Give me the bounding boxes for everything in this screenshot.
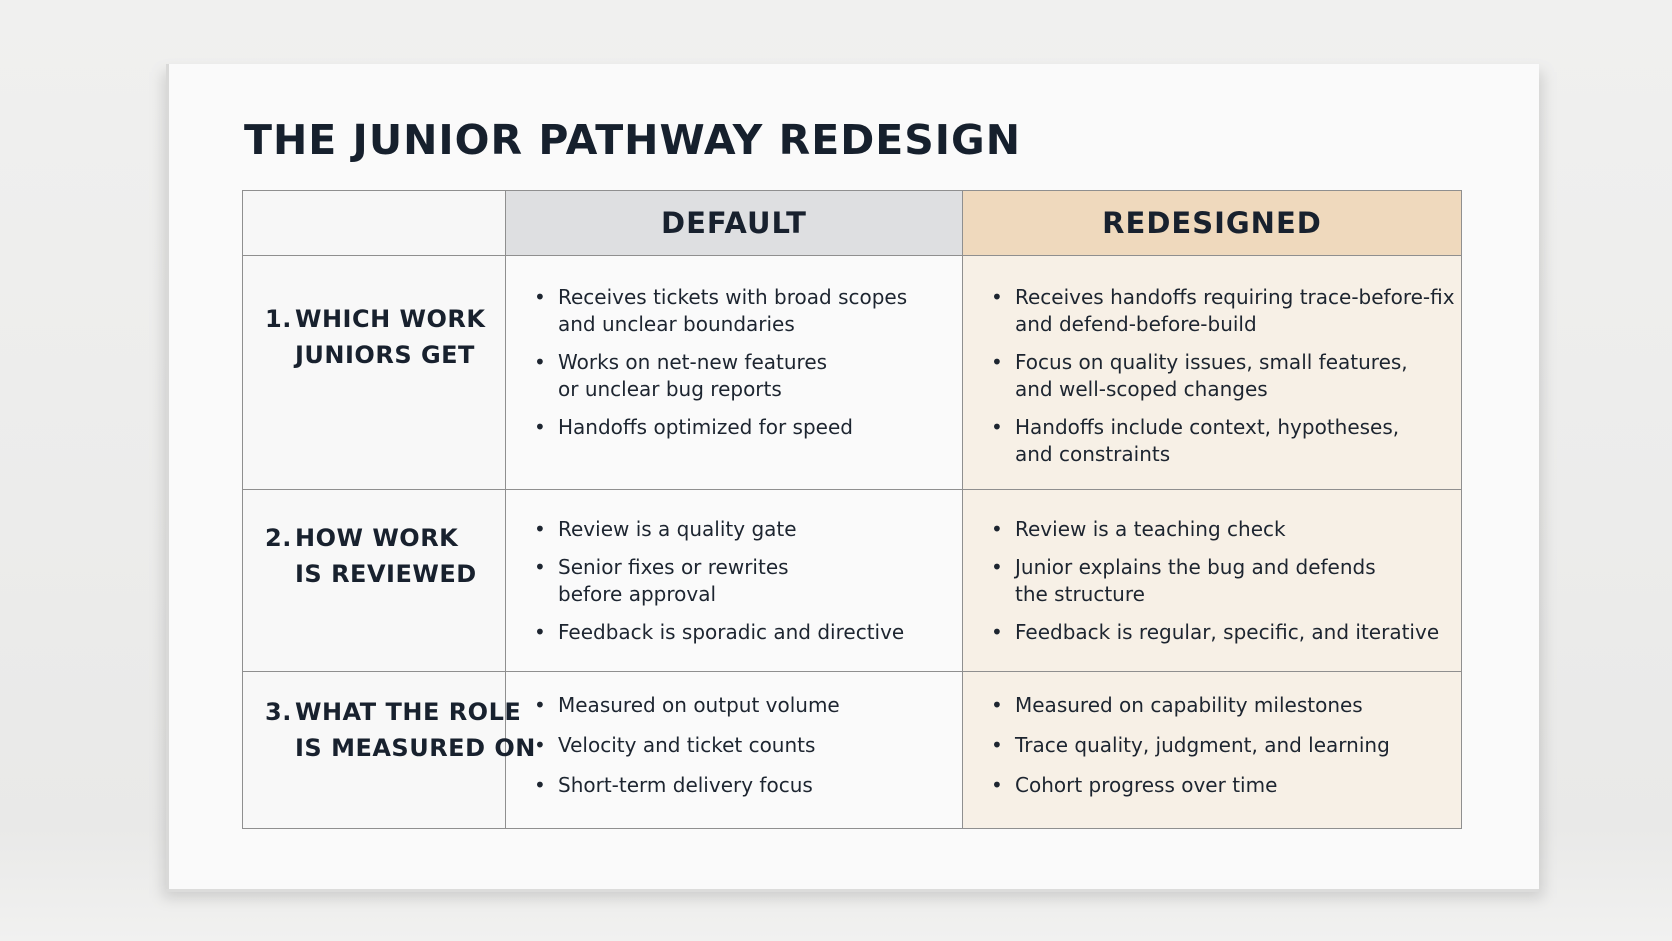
bullet-dot: • bbox=[534, 555, 546, 579]
bullet-text: Handoffs optimized for speed bbox=[558, 415, 853, 439]
row-label-line: IS REVIEWED bbox=[295, 560, 477, 588]
bullet-text: the structure bbox=[1015, 582, 1145, 606]
list-item bbox=[534, 349, 962, 403]
bullet-text: Measured on output volume bbox=[558, 693, 840, 717]
row-label-cell bbox=[243, 490, 506, 672]
bullet-dot: • bbox=[534, 693, 546, 717]
bullet-text: and well-scoped changes bbox=[1015, 377, 1268, 401]
list-item bbox=[991, 619, 1461, 646]
column-header-redesigned: REDESIGNED bbox=[963, 191, 1462, 256]
list-item bbox=[991, 414, 1461, 468]
column-header-default: DEFAULT bbox=[506, 191, 963, 256]
comparison-table bbox=[242, 190, 1462, 829]
page-title: THE JUNIOR PATHWAY REDESIGN bbox=[244, 116, 1022, 164]
bullet-dot: • bbox=[534, 733, 546, 757]
list-item bbox=[534, 692, 962, 719]
list-item bbox=[534, 732, 962, 759]
default-cell bbox=[506, 490, 963, 672]
bullet-text: Measured on capability milestones bbox=[1015, 693, 1363, 717]
default-cell bbox=[506, 256, 963, 490]
row-label-line: JUNIORS GET bbox=[295, 341, 475, 369]
table-row bbox=[243, 672, 1462, 829]
list-item bbox=[534, 284, 962, 338]
list-item bbox=[991, 554, 1461, 608]
bullet-text: Receives handoffs requiring trace-before-fix bbox=[1015, 285, 1455, 309]
bullet-text: or unclear bug reports bbox=[558, 377, 782, 401]
bullet-dot: • bbox=[534, 517, 546, 541]
default-cell bbox=[506, 672, 963, 829]
list-item bbox=[991, 516, 1461, 543]
table-row bbox=[243, 256, 1462, 490]
redesigned-cell bbox=[963, 672, 1462, 829]
bullet-list bbox=[506, 672, 962, 799]
list-item bbox=[534, 414, 962, 441]
bullet-text: Junior explains the bug and defends bbox=[1015, 555, 1376, 579]
table-row bbox=[243, 490, 1462, 672]
slide-board bbox=[166, 64, 1539, 889]
row-label-line: HOW WORK bbox=[295, 524, 459, 552]
list-item bbox=[991, 692, 1461, 719]
bullet-text: Feedback is regular, specific, and iterative bbox=[1015, 620, 1440, 644]
bullet-text: Review is a quality gate bbox=[558, 517, 797, 541]
bullet-dot: • bbox=[991, 555, 1003, 579]
row-label-line: IS MEASURED ON bbox=[295, 734, 536, 762]
list-item bbox=[534, 772, 962, 799]
header-row bbox=[243, 191, 1462, 256]
row-label-line: WHAT THE ROLE bbox=[295, 698, 522, 726]
bullet-dot: • bbox=[991, 517, 1003, 541]
redesigned-cell bbox=[963, 256, 1462, 490]
bullet-dot: • bbox=[534, 620, 546, 644]
bullet-dot: • bbox=[991, 285, 1003, 309]
header-empty-cell bbox=[243, 191, 506, 256]
list-item bbox=[534, 619, 962, 646]
bullet-list bbox=[506, 490, 962, 646]
row-label-cell bbox=[243, 256, 506, 490]
bullet-text: and defend-before-build bbox=[1015, 312, 1257, 336]
bullet-text: Focus on quality issues, small features, bbox=[1015, 350, 1408, 374]
bullet-text: Handoffs include context, hypotheses, bbox=[1015, 415, 1400, 439]
bullet-dot: • bbox=[991, 733, 1003, 757]
bullet-text: Receives tickets with broad scopes bbox=[558, 285, 908, 309]
bullet-list bbox=[506, 256, 962, 441]
list-item bbox=[534, 554, 962, 608]
bullet-text: Trace quality, judgment, and learning bbox=[1015, 733, 1390, 757]
bullet-text: and constraints bbox=[1015, 442, 1171, 466]
bullet-dot: • bbox=[991, 693, 1003, 717]
list-item bbox=[991, 349, 1461, 403]
bullet-dot: • bbox=[991, 350, 1003, 374]
row-label bbox=[243, 490, 505, 592]
row-label bbox=[243, 256, 505, 373]
bullet-list bbox=[963, 672, 1461, 799]
list-item bbox=[991, 284, 1461, 338]
list-item bbox=[991, 732, 1461, 759]
bullet-text: Review is a teaching check bbox=[1015, 517, 1286, 541]
bullet-dot: • bbox=[991, 620, 1003, 644]
list-item bbox=[534, 516, 962, 543]
row-number: 1. bbox=[265, 305, 292, 333]
bullet-list bbox=[963, 256, 1461, 468]
bullet-dot: • bbox=[991, 415, 1003, 439]
row-label bbox=[243, 672, 536, 766]
list-item bbox=[991, 772, 1461, 799]
bullet-dot: • bbox=[534, 415, 546, 439]
bullet-text: Feedback is sporadic and directive bbox=[558, 620, 905, 644]
bullet-text: Works on net-new features bbox=[558, 350, 828, 374]
bullet-dot: • bbox=[534, 285, 546, 309]
row-number: 3. bbox=[265, 698, 292, 726]
bullet-dot: • bbox=[534, 773, 546, 797]
row-label-line: WHICH WORK bbox=[295, 305, 486, 333]
row-label-cell bbox=[243, 672, 536, 829]
row-number: 2. bbox=[265, 524, 292, 552]
bullet-dot: • bbox=[991, 773, 1003, 797]
bullet-text: Senior fixes or rewrites bbox=[558, 555, 789, 579]
bullet-text: Velocity and ticket counts bbox=[558, 733, 816, 757]
bullet-list bbox=[963, 490, 1461, 646]
bullet-text: and unclear boundaries bbox=[558, 312, 795, 336]
redesigned-cell bbox=[963, 490, 1462, 672]
bullet-text: Short-term delivery focus bbox=[558, 773, 813, 797]
bullet-text: before approval bbox=[558, 582, 717, 606]
bullet-dot: • bbox=[534, 350, 546, 374]
bullet-text: Cohort progress over time bbox=[1015, 773, 1278, 797]
